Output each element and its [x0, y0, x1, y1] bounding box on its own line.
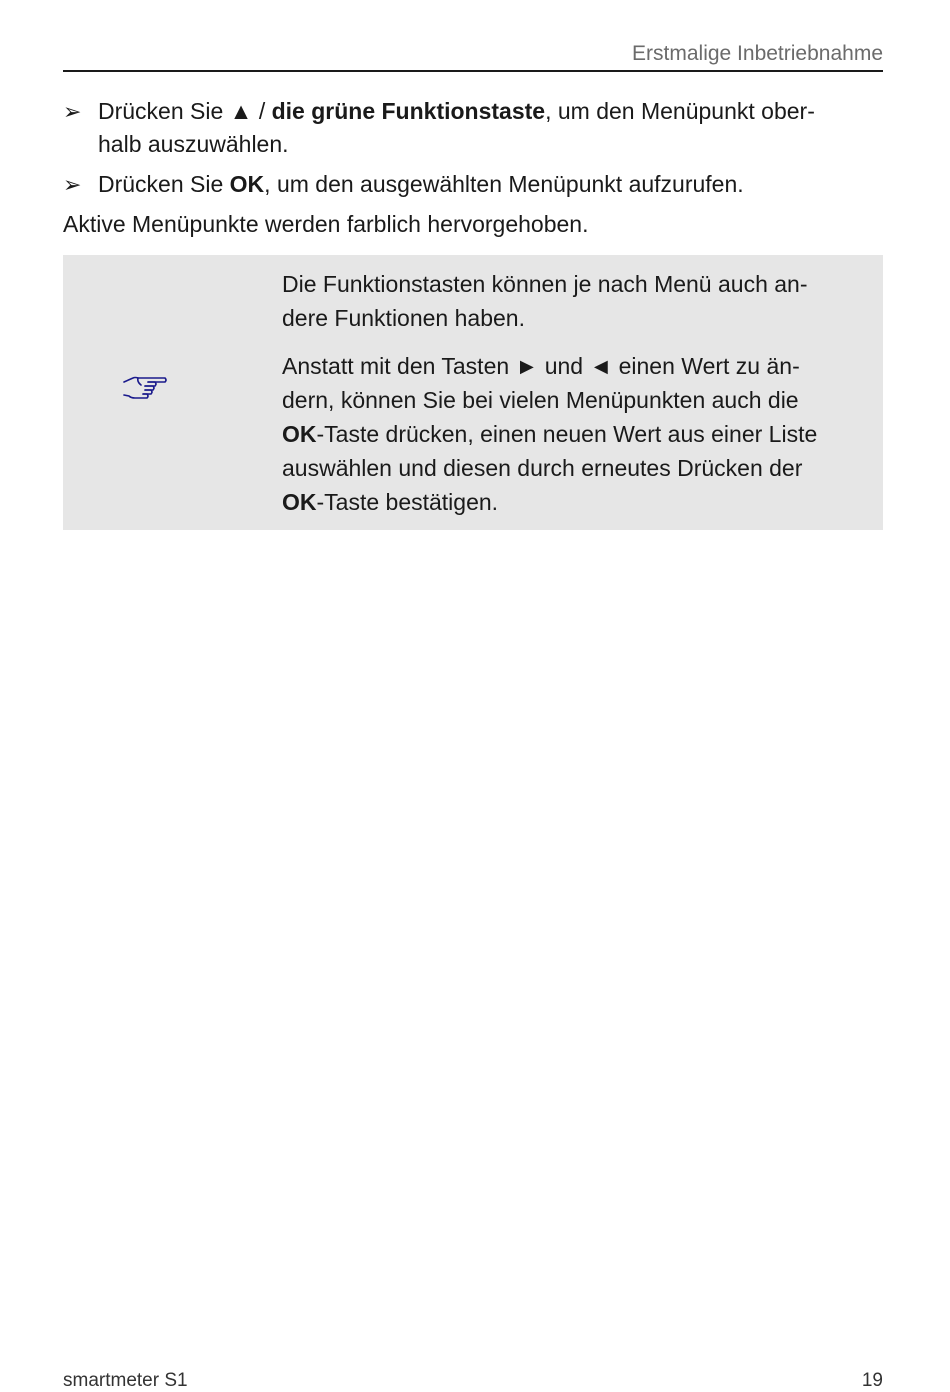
- bullet-bold-key: die grüne Funktionstaste: [271, 98, 546, 124]
- arrow-bullet-icon: ➢: [63, 99, 82, 124]
- bullet-text: Drücken Sie OK, um den ausgewählten Menüpunkt aufzurufen.: [98, 171, 744, 197]
- instruction-bullet-up: [63, 95, 883, 161]
- info-paragraph: Aktive Menüpunkte werden farblich hervorgehoben.: [63, 211, 589, 237]
- note-paragraph-2: Anstatt mit den Tasten ► und ◄ einen Wert zu än- dern, können Sie bei vielen Menüpunkten auch die OK-Taste drücken, einen neuen Wert aus einer Liste auswählen und diesen durch erneutes Drücken der OK-Taste bestätigen.: [282, 353, 818, 515]
- footer-page-number: 19: [861, 1370, 883, 1391]
- arrow-bullet-icon: ➢: [63, 172, 82, 197]
- footer-product-name: smartmeter S1: [63, 1370, 188, 1391]
- note-text: [282, 267, 867, 533]
- note-box: [63, 255, 883, 530]
- header-title: Erstmalige Inbetriebnahme: [632, 42, 883, 65]
- page-header: [63, 40, 883, 72]
- pointing-hand-icon: [121, 373, 169, 403]
- bullet-text: Drücken Sie ▲ / die grüne Funktionstaste, um den Menüpunkt ober- halb auszuwählen.: [98, 98, 815, 157]
- bullet-bold-key: OK: [229, 171, 265, 197]
- instruction-bullet-ok: [63, 168, 883, 201]
- note-paragraph-1: Die Funktionstasten können je nach Menü auch an- dere Funktionen haben.: [282, 271, 808, 331]
